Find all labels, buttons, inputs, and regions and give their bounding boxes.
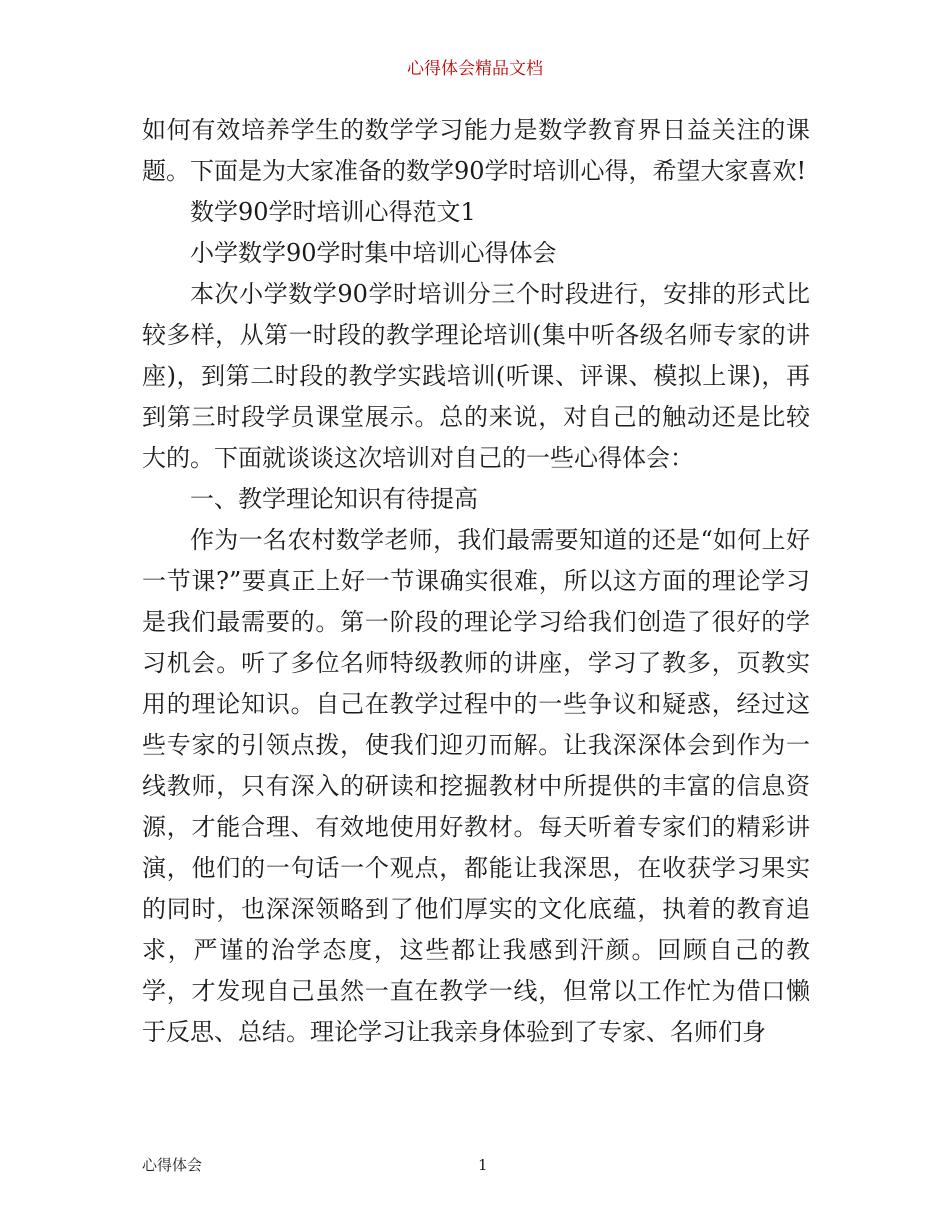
intro-paragraph: 如何有效培养学生的数学学习能力是数学教育界日益关注的课题。下面是为大家准备的数学90学时培训心得，希望大家喜欢!	[142, 116, 810, 185]
body-paragraph-2: 作为一名农村数学老师，我们最需要知道的还是“如何上好一节课?”要真正上好一节课确实很难，所以这方面的理论学习是我们最需要的。第一阶段的理论学习给我们创造了很好的学习机会。听了多位名师特级教师的讲座，学习了教多，页教实用的理论知识。自己在教学过程中的一些争议和疑惑，经过这些专家的引领点拨，使我们迎刃而解。让我深深体会到作为一线教师，只有深入的研读和挖掘教材中所提供的丰富的信息资源，才能合理、有效地使用好教材。每天听着专家们的精彩讲演，他们的一句话一个观点，都能让我深思，在收获学习果实的同时，也深深领略到了他们厚实的文化底蕴，执着的教育追求，严谨的治学态度，这些都让我感到汗颜。回顾自己的教学，才发现自己虽然一直在教学一线，但常以工作忙为借口懒于反思、总结。理论学习让我亲身体验到了专家、名师们身	[142, 526, 810, 1046]
footer-label: 心得体会	[142, 1156, 203, 1174]
page-number: 1	[478, 1156, 488, 1174]
essay-subtitle: 小学数学90学时集中培训心得体会	[190, 239, 557, 267]
body-paragraph-1: 本次小学数学90学时培训分三个时段进行，安排的形式比较多样，从第一时段的教学理论培训(集中听各级名师专家的讲座)，到第二时段的教学实践培训(听课、评课、模拟上课)，再到第三时段学员课堂展示。总的来说，对自己的触动还是比较大的。下面就谈谈这次培训对自己的一些心得体会：	[142, 280, 810, 472]
section-heading-1: 一、教学理论知识有待提高	[190, 485, 478, 513]
document-body	[142, 110, 810, 1053]
page-footer	[142, 1154, 810, 1176]
page-header: 心得体会精品文档	[407, 59, 543, 79]
essay-title: 数学90学时培训心得范文1	[190, 198, 476, 226]
